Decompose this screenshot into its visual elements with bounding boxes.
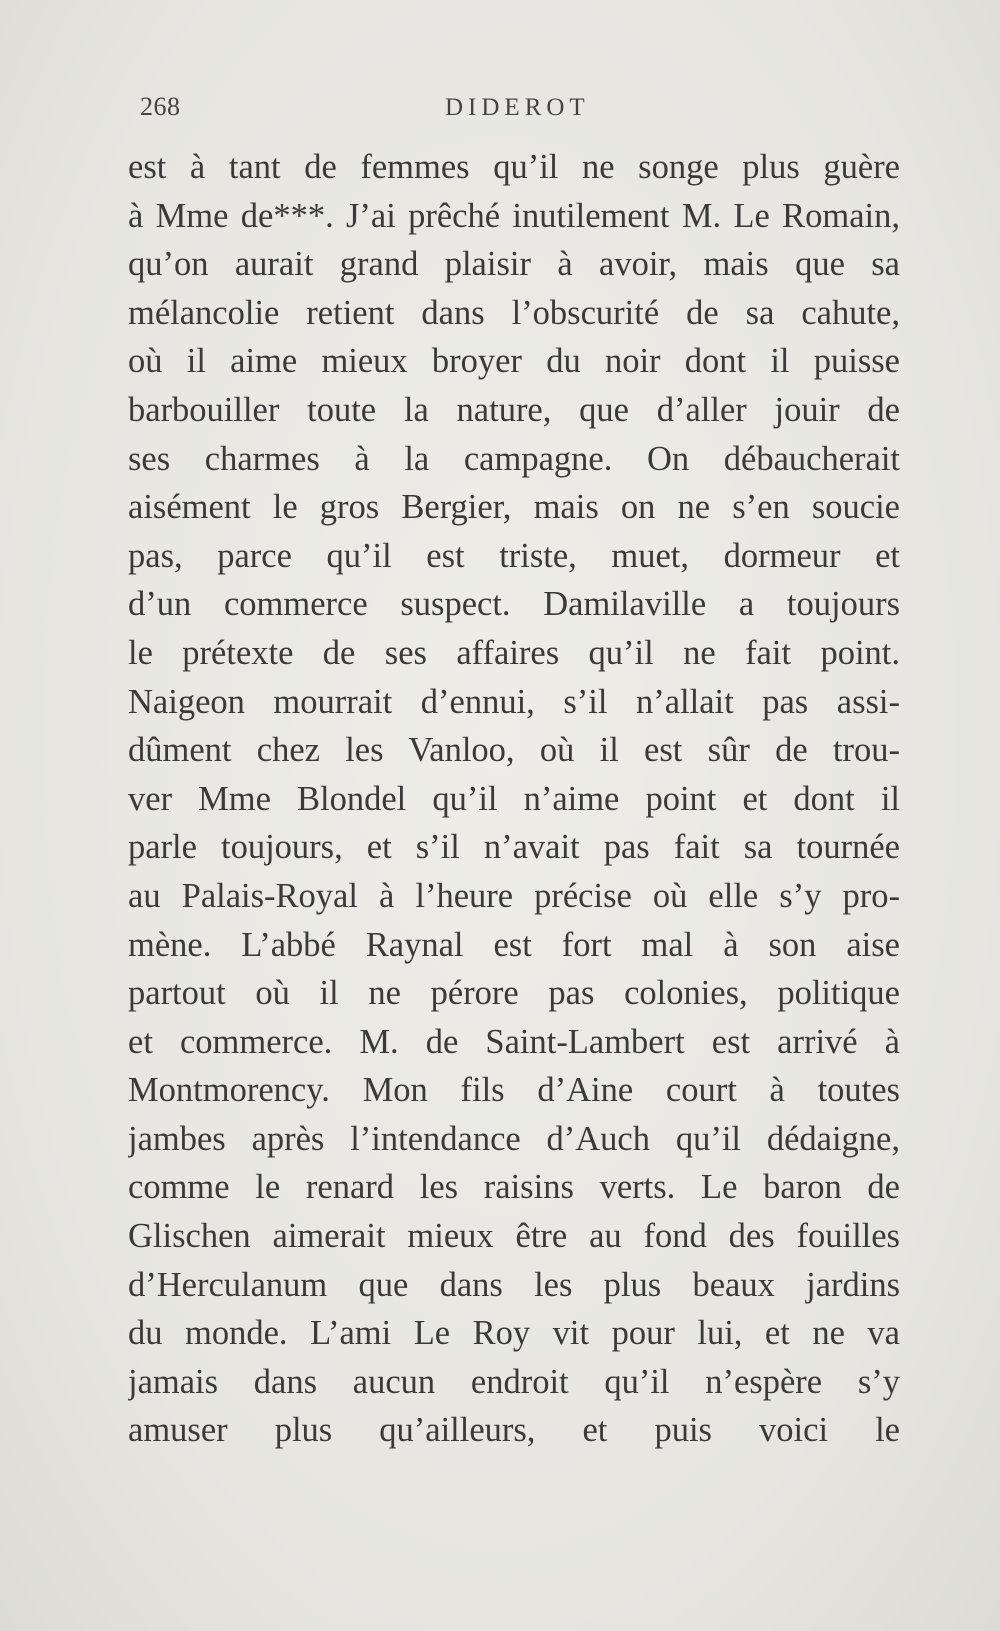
text-line: ses charmes à la campagne. On débaucherait	[128, 439, 900, 478]
text-line: aisément le gros Bergier, mais on ne s’en soucie	[128, 488, 900, 527]
text-line: à Mme de***. J’ai prêché inutilement M. Le Romain,	[128, 196, 900, 235]
text-line: ver Mme Blondel qu’il n’aime point et dont il	[128, 779, 900, 818]
text-line: pas, parce qu’il est triste, muet, dormeur et	[128, 536, 900, 575]
text-line: Glischen aimerait mieux être au fond des fouilles	[128, 1217, 900, 1256]
running-title: DIDEROT	[445, 94, 590, 121]
text-line: dûment chez les Vanloo, où il est sûr de trou-	[128, 731, 900, 770]
text-line: au Palais-Royal à l’heure précise où elle s’y pro-	[128, 876, 900, 915]
page-number: 268	[140, 92, 181, 121]
text-line: d’Herculanum que dans les plus beaux jardins	[128, 1265, 900, 1304]
page-header	[0, 88, 1000, 128]
text-line: Montmorency. Mon fils d’Aine court à toutes	[128, 1071, 900, 1110]
text-line: comme le renard les raisins verts. Le baron de	[128, 1168, 900, 1207]
text-line: du monde. L’ami Le Roy vit pour lui, et ne va	[128, 1314, 900, 1353]
text-line: où il aime mieux broyer du noir dont il puisse	[128, 342, 900, 381]
text-line: jambes après l’intendance d’Auch qu’il dédaigne,	[128, 1119, 900, 1158]
text-line: mène. L’abbé Raynal est fort mal à son aise	[128, 925, 900, 964]
text-line: est à tant de femmes qu’il ne songe plus guère	[128, 148, 900, 186]
text-line: qu’on aurait grand plaisir à avoir, mais que sa	[128, 245, 900, 284]
text-line: jamais dans aucun endroit qu’il n’espère s’y	[128, 1362, 900, 1401]
text-line: parle toujours, et s’il n’avait pas fait sa tournée	[128, 828, 900, 867]
text-line: barbouiller toute la nature, que d’aller jouir de	[128, 390, 900, 429]
text-line: partout où il ne pérore pas colonies, politique	[128, 974, 900, 1013]
text-line: Naigeon mourrait d’ennui, s’il n’allait pas assi-	[128, 682, 900, 721]
body-text	[128, 143, 900, 1455]
text-line: amuser plus qu’ailleurs, et puis voici le	[128, 1411, 900, 1450]
text-line: mélancolie retient dans l’obscurité de sa cahute,	[128, 293, 900, 332]
text-line: le prétexte de ses affaires qu’il ne fait point.	[128, 633, 900, 672]
text-line: d’un commerce suspect. Damilaville a toujours	[128, 585, 900, 624]
text-line: et commerce. M. de Saint-Lambert est arrivé à	[128, 1022, 900, 1061]
